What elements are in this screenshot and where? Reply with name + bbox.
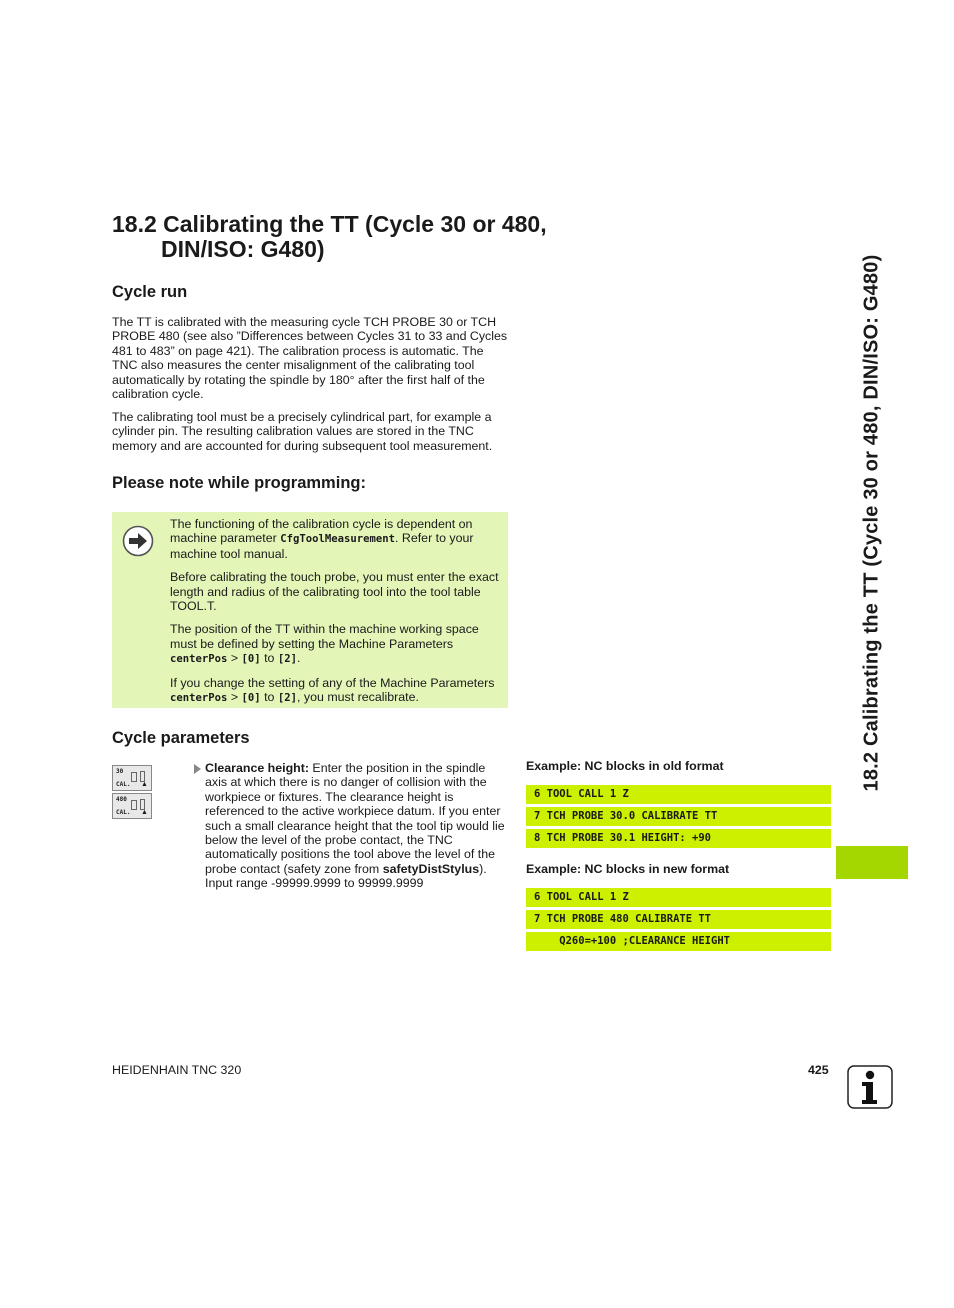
note-p4-code1: centerPos [170, 692, 228, 705]
info-icon [847, 1065, 893, 1109]
note-p4-code3: [2] [277, 692, 298, 705]
softkey-2-number: 480 [116, 796, 127, 803]
softkey-cycle-30[interactable] [112, 765, 152, 791]
cycle-parameters-heading: Cycle parameters [112, 729, 250, 747]
footer-product: HEIDENHAIN TNC 320 [112, 1063, 242, 1077]
note-p4-end: , you must recalibrate. [297, 690, 419, 705]
nc-block-old-1: 6 TOOL CALL 1 Z [526, 785, 831, 804]
arrow-right-icon [122, 525, 154, 557]
note-p4-text: If you change the setting of any of the Machine Parameters [170, 675, 495, 690]
softkey-2-label: CAL. [116, 809, 131, 816]
clearance-height-range: ). Input range -99999.9999 to 99999.9999 [205, 861, 487, 891]
triangle-bullet-icon [193, 764, 202, 774]
page-title-line1: 18.2 Calibrating the TT (Cycle 30 or 480, [112, 211, 547, 237]
softkey-1-number: 30 [116, 768, 124, 775]
chapter-sidebar [836, 200, 908, 846]
nc-block-new-2: 7 TCH PROBE 480 CALIBRATE TT [526, 910, 831, 929]
page-title [112, 212, 547, 262]
note-paragraph-1 [170, 517, 500, 561]
note-p1-text: The functioning of the calibration cycle is dependent on machine parameter [170, 517, 473, 546]
note-p3-code3: [2] [277, 653, 298, 666]
note-p1-text-end: . Refer to your machine tool manual. [170, 531, 474, 561]
clearance-height-description [205, 761, 505, 891]
probe-tip-icon: ▲ [141, 781, 148, 788]
cycle-run-paragraph-2: The calibrating tool must be a precisely cylindrical part, for example a cylinder pin. The resulting calibration values are stored in the TNC memory and are accounted for during subsequent tool measurement. [112, 410, 493, 453]
note-paragraph-4 [170, 676, 500, 706]
note-p3-gt: > [227, 651, 242, 666]
safety-dist-stylus-label: safetyDistStylus [382, 861, 480, 876]
note-p3-code1: centerPos [170, 653, 228, 666]
note-p3-to: to [260, 651, 278, 666]
clearance-height-text: Enter the position in the spindle axis at which there is no danger of collision with the workpiece or fixtures. The clearance height is referenced to the active workpiece datum. If you enter such a small clearance height that the tool tip would lie below the level of the probe contact, the TNC automatically positions the tool above the level of the probe contact (safety zone from [205, 761, 505, 876]
chapter-tab-marker [836, 846, 908, 879]
nc-block-old-3: 8 TCH PROBE 30.1 HEIGHT: +90 [526, 829, 831, 848]
nc-block-old-2: 7 TCH PROBE 30.0 CALIBRATE TT [526, 807, 831, 826]
nc-block-new-1: 6 TOOL CALL 1 Z [526, 888, 831, 907]
sidebar-title: 18.2 Calibrating the TT (Cycle 30 or 480, DIN/ISO: G480) [860, 254, 883, 792]
note-paragraph-2: Before calibrating the touch probe, you must enter the exact length and radius of the calibrating tool into the tool table TOOL.T. [170, 570, 499, 614]
page-number: 425 [808, 1063, 829, 1077]
programming-note-text [170, 517, 500, 714]
note-p4-to: to [260, 690, 278, 705]
note-p3-text: The position of the TT within the machine working space must be defined by setting the Machine Parameters [170, 622, 479, 651]
example-old-format-label: Example: NC blocks in old format [526, 759, 724, 773]
softkey-1-label: CAL. [116, 781, 131, 788]
note-paragraph-3 [170, 622, 500, 666]
note-p3-end: . [297, 651, 301, 666]
clearance-height-label: Clearance height: [205, 761, 309, 775]
note-p1-code: CfgToolMeasurement [280, 533, 396, 546]
cycle-run-heading: Cycle run [112, 283, 188, 301]
programming-note-heading: Please note while programming: [112, 474, 366, 492]
probe-graphic-icon [131, 772, 137, 782]
probe-graphic-icon [131, 800, 137, 810]
note-p4-gt: > [227, 690, 242, 705]
nc-block-new-3: Q260=+100 ;CLEARANCE HEIGHT [526, 932, 831, 951]
note-p3-code2: [0] [241, 653, 261, 666]
note-p4-code2: [0] [241, 692, 261, 705]
softkey-cycle-480[interactable] [112, 793, 152, 819]
example-new-format-label: Example: NC blocks in new format [526, 862, 730, 876]
cycle-run-paragraph-1: The TT is calibrated with the measuring cycle TCH PROBE 30 or TCH PROBE 480 (see also ”Differences between Cycles 31 to 33 and Cycles 481 to 483” on page 421). The calibration process is automatic. The TNC also measures the center misalignment of the calibrating tool automatically by rotating the spindle by 180° after the first half of the calibration cycle. [112, 315, 508, 402]
programming-note-box [112, 512, 508, 708]
probe-tip-icon: ▲ [141, 809, 148, 816]
page-title-line2: DIN/ISO: G480) [161, 236, 325, 262]
